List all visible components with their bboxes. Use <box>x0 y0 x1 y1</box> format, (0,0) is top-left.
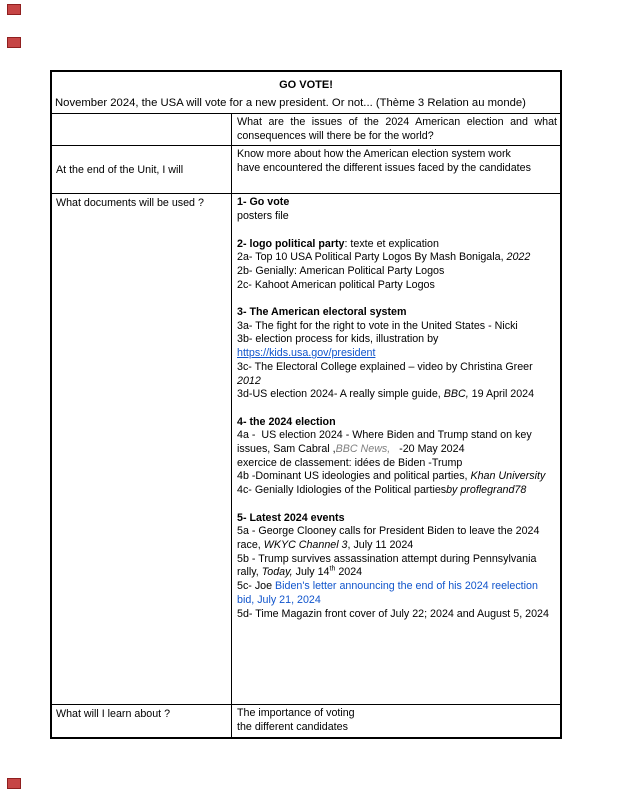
text-run: 4c- Genially Idiologies of the Political parties <box>237 484 447 497</box>
text-run: 2024 <box>335 566 363 579</box>
text-run: -20 May 2024 <box>390 443 465 456</box>
row-unit-goals <box>52 145 560 193</box>
label-text: What will I learn about ? <box>56 708 171 721</box>
label-text: At the end of the Unit, I will <box>56 163 184 176</box>
text-run: : texte et explication <box>344 237 439 250</box>
text-run: 5b - Trump survives assassination attempt during Pennsylvania rally, <box>237 552 540 579</box>
text-run: 4b -Dominant US ideologies and political parties, <box>237 470 471 483</box>
learn-about-cell <box>232 705 560 736</box>
link-text[interactable]: Biden's letter announcing the end of his 2024 reelection bid, July 21, 2024 <box>237 580 541 606</box>
learn-about-label-cell <box>52 705 232 736</box>
text-run: 5d- Time Magazin front cover of July 22; 2024 and August 5, 2024 <box>237 607 549 620</box>
unit-plan-table <box>50 70 562 739</box>
label-text: What documents will be used ? <box>56 197 204 210</box>
unit-goals-cell <box>232 146 560 193</box>
text-run: WKYC Channel 3 <box>263 538 348 551</box>
text-run: 4a - US election 2024 - Where Biden and Trump stand on key issues, Sam Cabral , <box>237 429 535 456</box>
text-run: posters file <box>237 210 289 223</box>
red-annotation-marker <box>7 37 21 48</box>
text-run: What are the issues of the 2024 American election and what consequences will there be for the world? <box>237 116 557 142</box>
text-run: 3c- The Electoral College explained – video by Christina Greer <box>237 360 536 373</box>
text-run: 19 April 2024 <box>468 388 535 401</box>
text-run: 2c- Kahoot American political Party Logos <box>237 278 435 291</box>
text-run: have encountered the different issues faced by the candidates <box>237 162 531 175</box>
header-cell <box>52 72 560 113</box>
text-run: 3- The American electoral system <box>237 306 407 319</box>
text-run: th <box>329 565 336 573</box>
text-run: 2b- Genially: American Political Party Logos <box>237 264 445 277</box>
text-run: exercice de classement: idées de Biden -Trump <box>237 456 463 469</box>
text-run: 3b- election process for kids, illustration by <box>237 333 442 346</box>
row-essential-question <box>52 113 560 145</box>
unit-subtitle: November 2024, the USA will vote for a new president. Or not... (Thème 3 Relation au monde) <box>55 97 526 109</box>
row-learn-about <box>52 704 560 736</box>
table-header-row <box>52 72 560 113</box>
text-run: by proflegrand78 <box>446 484 527 497</box>
text-run: 5a - George Clooney calls for President Biden to leave the 2024 race, <box>237 525 543 551</box>
unit-goals-label-cell <box>52 146 232 193</box>
text-run: the different candidates <box>237 721 348 734</box>
row-documents <box>52 193 560 704</box>
text-run: July 14 <box>292 566 330 579</box>
text-run: 3a- The fight for the right to vote in the United States - Nicki <box>237 319 518 332</box>
text-run: 2- logo political party <box>237 237 345 250</box>
red-annotation-marker <box>7 4 21 15</box>
text-run: 2012 <box>237 374 261 387</box>
text-run: 3d-US election 2024- A really simple guide, <box>237 388 444 401</box>
text-run: 4- the 2024 election <box>237 415 336 428</box>
text-run: Know more about how the American election system work <box>237 148 511 161</box>
text-run: 5c- Joe <box>237 580 276 593</box>
text-run: Today, <box>261 566 293 579</box>
text-run: BBC, <box>443 388 469 401</box>
text-run: BBC News, <box>335 443 391 456</box>
documents-cell <box>232 194 560 704</box>
text-run: Khan University <box>470 470 546 483</box>
hyperlink[interactable]: https://kids.usa.gov/president <box>237 347 376 360</box>
essential-question-cell <box>232 114 560 145</box>
documents-label-cell <box>52 194 232 704</box>
text-run: 2a- Top 10 USA Political Party Logos By Mash Bonigala, <box>237 251 507 264</box>
text-run: 2022 <box>506 251 531 264</box>
unit-title: GO VOTE! <box>279 79 333 91</box>
essential-question-label-cell <box>52 114 232 145</box>
text-run: The importance of voting <box>237 707 355 720</box>
text-run: 5- Latest 2024 events <box>237 511 345 524</box>
red-annotation-marker <box>7 778 21 789</box>
text-run: 1- Go vote <box>237 196 290 209</box>
text-run: , July 11 2024 <box>347 538 414 551</box>
